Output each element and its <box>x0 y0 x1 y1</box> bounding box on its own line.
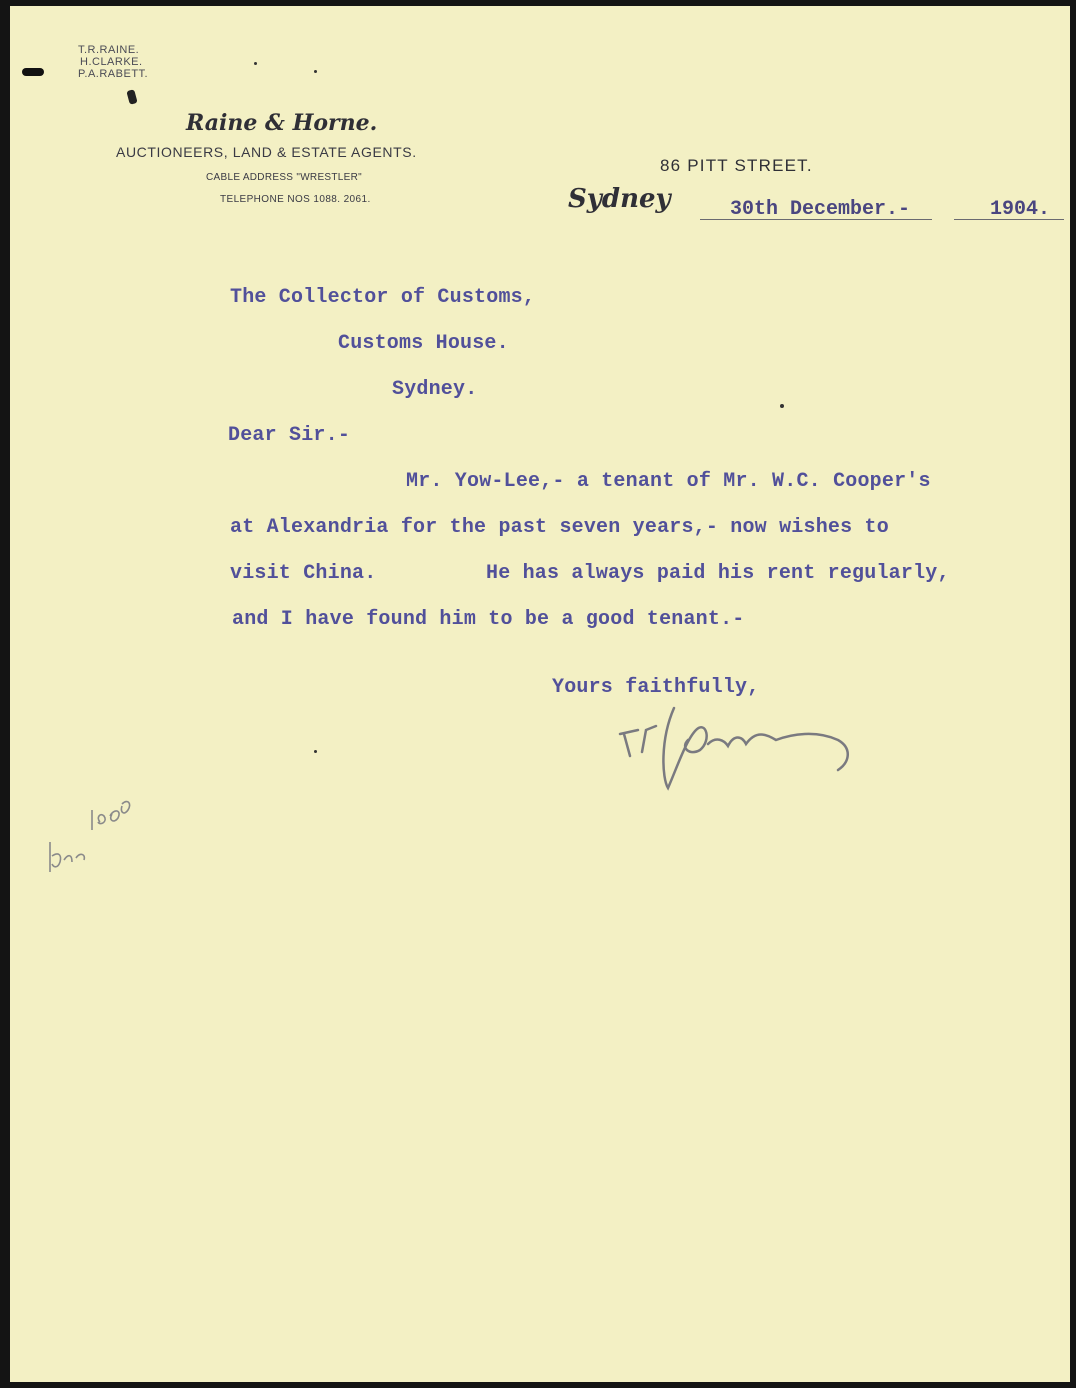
letter-date: 30th December.- <box>730 198 911 221</box>
partner-name: P.A.RABETT. <box>78 68 149 80</box>
recipient-line-3: Sydney. <box>392 378 478 401</box>
body-line-3a: visit China. <box>230 562 377 585</box>
paper-speck <box>254 62 257 65</box>
partner-name: T.R.RAINE. <box>78 44 140 56</box>
body-line-2: at Alexandria for the past seven years,- now wishes to <box>230 516 889 539</box>
salutation: Dear Sir.- <box>228 424 351 447</box>
letter-year: 1904. <box>990 198 1051 221</box>
street-address: 86 PITT STREET. <box>660 156 813 175</box>
paper-speck <box>314 750 317 753</box>
pencil-annotation-icon <box>46 782 136 882</box>
body-line-3b: He has always paid his rent regularly, <box>486 562 950 585</box>
body-line-1: Mr. Yow-Lee,- a tenant of Mr. W.C. Cooper's <box>406 470 931 493</box>
punch-hole-icon <box>22 68 44 76</box>
recipient-line-2: Customs House. <box>338 332 509 355</box>
cable-address: CABLE ADDRESS "WRESTLER" <box>206 172 363 183</box>
telephone-numbers: TELEPHONE NOS 1088. 2061. <box>220 194 371 205</box>
paper-speck <box>314 70 317 73</box>
firm-name: Raine & Horne. <box>186 110 378 136</box>
recipient-line-1: The Collector of Customs, <box>230 286 536 309</box>
partner-name: H.CLARKE. <box>80 56 143 68</box>
body-line-4: and I have found him to be a good tenant.- <box>232 608 745 631</box>
ink-blot-icon <box>126 89 137 105</box>
firm-description: AUCTIONEERS, LAND & ESTATE AGENTS. <box>116 144 417 160</box>
paper-speck <box>780 404 784 408</box>
partners-list <box>78 44 148 80</box>
closing: Yours faithfully, <box>552 676 760 699</box>
city-name: Sydney <box>568 184 671 214</box>
signature-icon <box>616 700 860 796</box>
